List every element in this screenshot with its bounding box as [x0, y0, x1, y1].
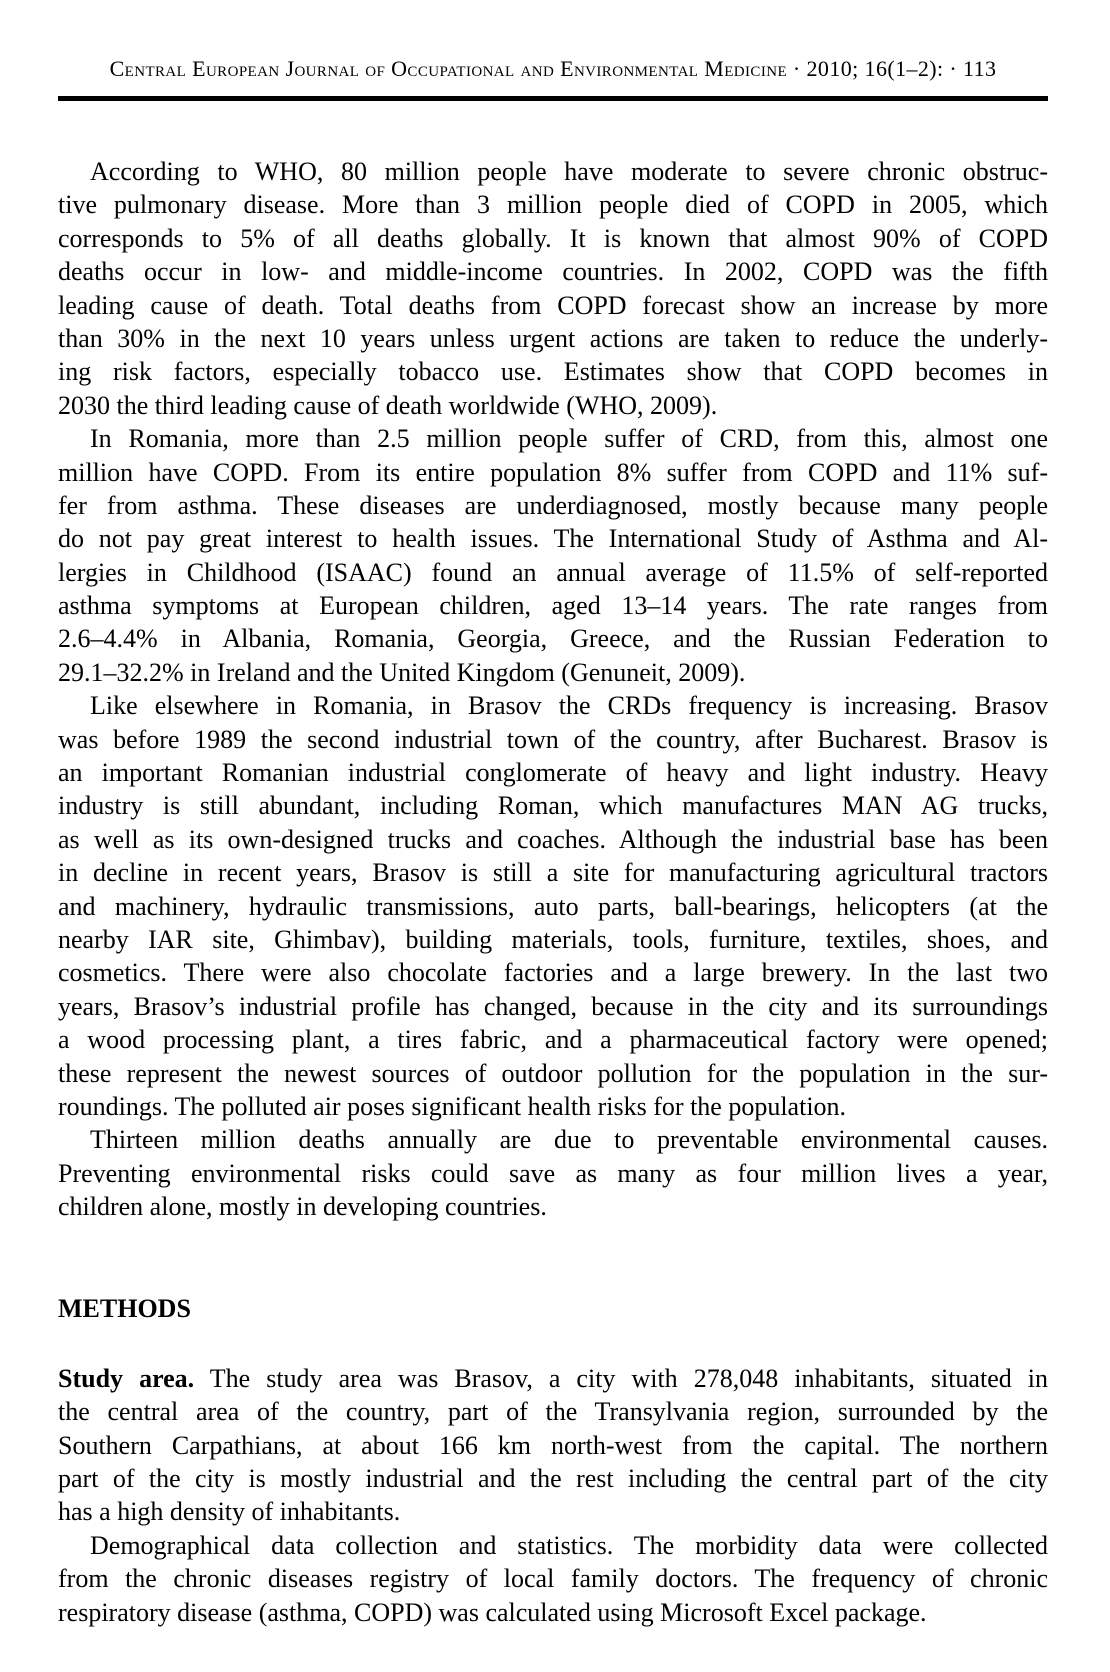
- text-line: from the chronic diseases registry of local family doctors. The frequency of chronic: [58, 1564, 1048, 1594]
- text-line: roundings. The polluted air poses significant health risks for the population.: [58, 1091, 847, 1121]
- text-line: Thirteen million deaths annually are due to preventable environmental causes.: [90, 1125, 1048, 1155]
- section-heading-methods: METHODS: [58, 1293, 191, 1323]
- text-line: than 30% in the next 10 years unless urgent actions are taken to reduce the underly-: [58, 323, 1048, 353]
- text-line: In Romania, more than 2.5 million people suffer of CRD, from this, almost one: [90, 424, 1048, 454]
- paragraph: [58, 422, 1048, 689]
- text-line: part of the city is mostly industrial and the rest including the central part of the city: [58, 1464, 1048, 1494]
- bold-lead: Study area.: [58, 1363, 195, 1393]
- text-line: Like elsewhere in Romania, in Brasov the CRDs frequency is increasing. Brasov: [90, 691, 1048, 721]
- paragraph: [58, 155, 1048, 422]
- text-line: According to WHO, 80 million people have moderate to severe chronic obstruc-: [90, 157, 1048, 186]
- paragraph: [58, 1362, 1048, 1529]
- text-line: as well as its own-designed trucks and coaches. Although the industrial base has been: [58, 824, 1048, 854]
- text-line: corresponds to 5% of all deaths globally. It is known that almost 90% of COPD: [58, 223, 1048, 253]
- text-line: deaths occur in low- and middle-income countries. In 2002, COPD was the fifth: [58, 257, 1048, 287]
- text-line: the central area of the country, part of the Transylvania region, surrounded by the: [58, 1397, 1048, 1427]
- text-line: Southern Carpathians, at about 166 km north-west from the capital. The northern: [58, 1430, 1048, 1460]
- text-line: respiratory disease (asthma, COPD) was calculated using Microsoft Excel package.: [58, 1597, 927, 1627]
- text-line: 2030 the third leading cause of death worldwide (WHO, 2009).: [58, 390, 718, 420]
- text-line: lergies in Childhood (ISAAC) found an annual average of 11.5% of self-reported: [58, 557, 1048, 587]
- header-rule: [58, 96, 1048, 101]
- text-line: a wood processing plant, a tires fabric, and a pharmaceutical factory were opened;: [58, 1025, 1048, 1055]
- text-line: an important Romanian industrial conglomerate of heavy and light industry. Heavy: [58, 758, 1048, 788]
- text-line: Demographical data collection and statistics. The morbidity data were collected: [90, 1530, 1048, 1560]
- text-line: million have COPD. From its entire population 8% suffer from COPD and 11% suf-: [58, 457, 1048, 487]
- text-line: ing risk factors, especially tobacco use. Estimates show that COPD becomes in: [58, 357, 1048, 387]
- text-line: cosmetics. There were also chocolate factories and a large brewery. In the last two: [58, 958, 1048, 988]
- text-line: industry is still abundant, including Roman, which manufactures MAN AG trucks,: [58, 791, 1048, 821]
- paragraph: [58, 1123, 1048, 1223]
- text-line: do not pay great interest to health issues. The International Study of Asthma and Al-: [58, 524, 1048, 554]
- text-line: has a high density of inhabitants.: [58, 1497, 401, 1527]
- paragraph: [58, 689, 1048, 1123]
- text-line: leading cause of death. Total deaths from COPD forecast show an increase by more: [58, 290, 1048, 320]
- text-line: tive pulmonary disease. More than 3 million people died of COPD in 2005, which: [58, 190, 1048, 220]
- text-line: and machinery, hydraulic transmissions, auto parts, ball-bearings, helicopters (at the: [58, 891, 1048, 921]
- text-line: years, Brasov’s industrial profile has changed, because in the city and its surroundings: [58, 991, 1048, 1021]
- running-header: [58, 56, 1048, 101]
- text-line: Study area. The study area was Brasov, a city with 278,048 inhabitants, situated in: [58, 1363, 1048, 1393]
- text-line: children alone, mostly in developing countries.: [58, 1192, 547, 1222]
- page-content: [58, 56, 1048, 1629]
- text-line: these represent the newest sources of outdoor pollution for the population in the sur-: [58, 1058, 1048, 1088]
- journal-citation: Central European Journal of Occupational and Environmental Medicine · 2010; 16(1–2): · 113: [109, 56, 997, 81]
- article-body: [58, 155, 1048, 1629]
- text-line: asthma symptoms at European children, aged 13–14 years. The rate ranges from: [58, 591, 1048, 621]
- text-line: in decline in recent years, Brasov is still a site for manufacturing agricultural tractors: [58, 858, 1048, 888]
- paragraph: [58, 1529, 1048, 1629]
- text-line: Preventing environmental risks could save as many as four million lives a year,: [58, 1158, 1048, 1188]
- text-line: fer from asthma. These diseases are underdiagnosed, mostly because many people: [58, 490, 1048, 520]
- text-line: 29.1–32.2% in Ireland and the United Kingdom (Genuneit, 2009).: [58, 657, 746, 687]
- text-line: nearby IAR site, Ghimbav), building materials, tools, furniture, textiles, shoes, and: [58, 924, 1048, 954]
- text-line: 2.6–4.4% in Albania, Romania, Georgia, Greece, and the Russian Federation to: [58, 624, 1048, 654]
- text-line: was before 1989 the second industrial town of the country, after Bucharest. Brasov is: [58, 724, 1048, 754]
